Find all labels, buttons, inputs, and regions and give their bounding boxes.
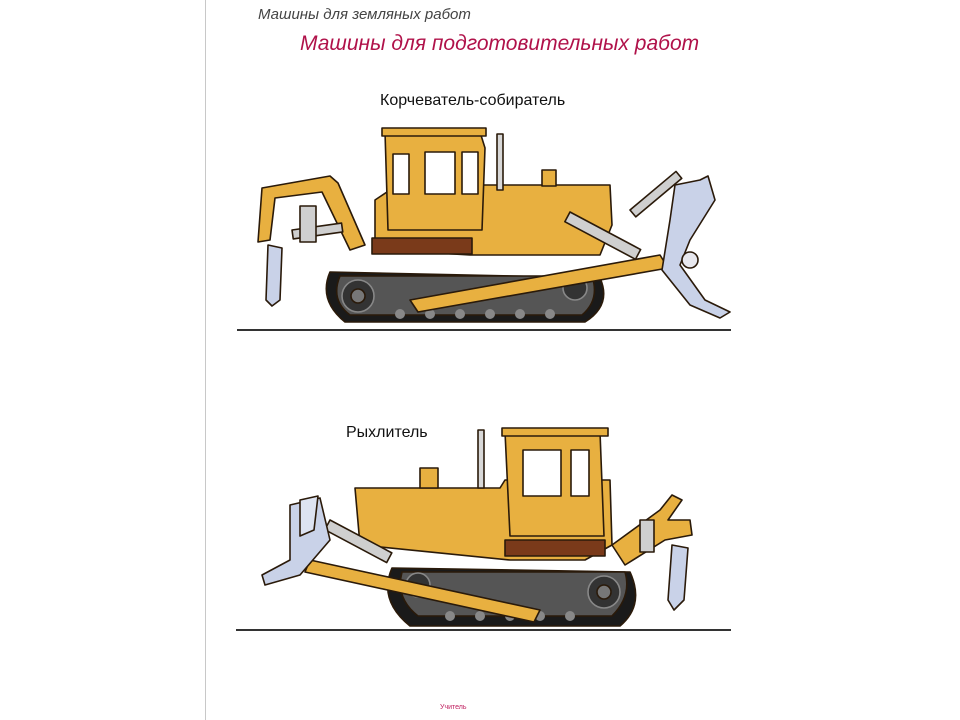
figure-caption-ripper: Рыхлитель	[346, 424, 428, 441]
section-title: Машины для подготовительных работ	[300, 32, 700, 55]
ripper-illustration	[236, 428, 731, 630]
root-harvester-illustration	[237, 128, 731, 330]
series-title: Машины для земляных работ	[258, 6, 471, 23]
figure-caption-root-harvester: Корчеватель-собиратель	[380, 92, 566, 109]
footer-text: Учитель	[440, 704, 467, 711]
